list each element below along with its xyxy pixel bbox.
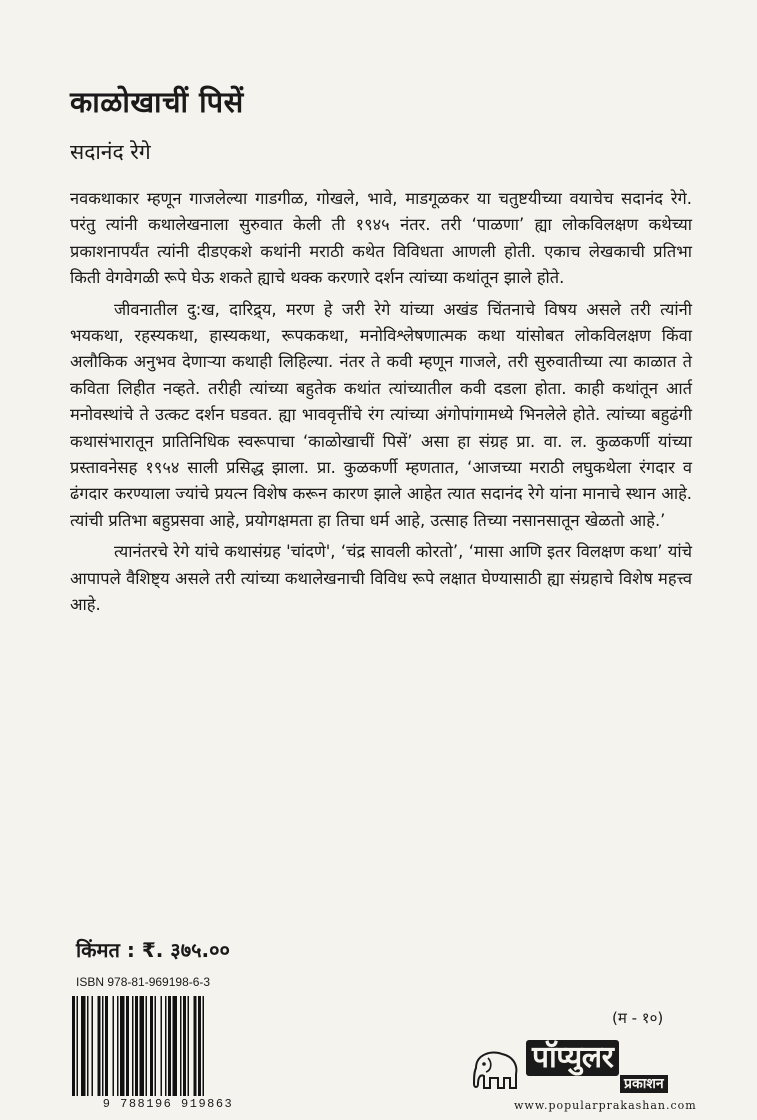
barcode-bar — [87, 996, 89, 1096]
isbn: ISBN 978-81-969198-6-3 — [76, 975, 211, 989]
publisher-logo — [470, 1040, 690, 1096]
barcode-bar — [194, 996, 197, 1096]
barcode-bar — [126, 996, 129, 1096]
barcode-bar — [198, 996, 201, 1096]
barcode-bar — [146, 996, 148, 1096]
blurb-paragraph: त्यानंतरचे रेगे यांचे कथासंग्रह 'चांदणे', ‘चंद्र सावली कोरतो’, ‘मासा आणि इतर विलक्षण कथा’ यांचे आपापले वैशिष्ट्य असले तरी त्यांच्या कथालेखनाची विविध रूपे लक्षात घेण्यासाठी ह्या संग्रहाचे विशेष महत्त्व आहे. — [70, 542, 692, 615]
author-name: सदानंद रेगे — [70, 140, 151, 164]
barcode-bar — [168, 996, 171, 1096]
blurb-paragraph: नवकथाकार म्हणून गाजलेल्या गाडगीळ, गोखले, भावे, माडगूळकर या चतुष्टयीच्या वयाचेच सदानंद रेगे. परंतु त्यांनी कथालेखनाला सुरुवात केली ती १९४५ नंतर. तरी ‘पाळणा’ ह्या लोकविलक्षण कथेच्या प्रकाशनापर्यंत त्यांनी दीडएकशे कथांनी मराठी कथेत विविधता आणली होती. एकाच लेखकाची प्रतिभा किती वेगवेगळी रूपे घेऊ शकते ह्याचे थक्क करणारे दर्शन त्यांच्या कथांतून झाले होते. — [70, 189, 692, 288]
series-code: (म - १०) — [612, 1009, 664, 1027]
barcode-bar — [77, 996, 79, 1096]
barcode-bar — [140, 996, 145, 1096]
barcode-bar — [81, 996, 86, 1096]
barcode-bar — [161, 996, 163, 1096]
barcode-bar — [135, 996, 138, 1096]
barcode-bar — [132, 996, 134, 1096]
barcode-bar — [105, 996, 108, 1096]
barcode-bar — [155, 996, 157, 1096]
barcode — [70, 996, 266, 1096]
barcode-bar — [117, 996, 119, 1096]
barcode-bar — [188, 996, 190, 1096]
price: किंमत : ₹. ३७५.०० — [76, 938, 230, 962]
barcode-bar — [98, 996, 101, 1096]
elephant-icon — [470, 1044, 526, 1094]
barcode-bar — [92, 996, 94, 1096]
publisher-name: पॉप्युलर — [526, 1040, 619, 1076]
barcode-bar — [72, 996, 75, 1096]
barcode-bar — [150, 996, 153, 1096]
barcode-bar — [120, 996, 125, 1096]
barcode-number: 9 788196 919863 — [102, 1097, 234, 1111]
barcode-bar — [183, 996, 186, 1096]
book-title: काळोखाचीं पिसें — [70, 85, 244, 119]
publisher-website: www.popularprakashan.com — [514, 1099, 697, 1112]
barcode-bar — [173, 996, 178, 1096]
publisher-subtitle: प्रकाशन — [620, 1075, 668, 1093]
blurb — [70, 186, 692, 619]
blurb-paragraph: जीवनातील दु:ख, दारिद्र्य, मरण हे जरी रेगे यांच्या अखंड चिंतनाचे विषय असले तरी त्यांनी भयकथा, रहस्यकथा, हास्यकथा, रूपककथा, मनोविश्लेषणात्मक कथा यांसोबत लोकविलक्षण किंवा अलौकिक अनुभव देणाऱ्या कथाही लिहिल्या. नंतर ते कवी म्हणून गाजले, तरी सुरुवातीच्या त्या काळात ते कविता लिहीत नव्हते. तरीही त्यांच्या बहुतेक कथांत त्यांच्यातील कवी दडला होता. काही कथांतून आर्त मनोवस्थांचे ते उत्कट दर्शन घडवत. ह्या भाववृत्तींचे रंग त्यांच्या अंगोपांगामध्ये भिनलेले होते. त्यांच्या बहुढंगी कथासंभारातून प्रातिनिधिक स्वरूपाचा ‘काळोखाचीं पिसें’ असा हा संग्रह प्रा. वा. ल. कुळकर्णी यांच्या प्रस्तावनेसह १९५४ साली प्रसिद्ध झाला. प्रा. कुळकर्णी म्हणतात, ‘आजच्या मराठी लघुकथेला रंगदार व ढंगदार करण्याला ज्यांचे प्रयत्न विशेष करून कारण झाले आहेत त्यात सदानंद रेगे यांना मानाचे स्थान आहे. त्यांची प्रतिभा बहुप्रसवा आहे, प्रयोगक्षमता हा तिचा धर्म आहे, उत्साह तिच्या नसानसातून खेळतो आहे.’ — [70, 299, 692, 530]
barcode-bar — [102, 996, 104, 1096]
barcode-bar — [113, 996, 115, 1096]
barcode-bar — [165, 996, 167, 1096]
barcode-bar — [180, 996, 182, 1096]
barcode-bar — [203, 996, 205, 1096]
